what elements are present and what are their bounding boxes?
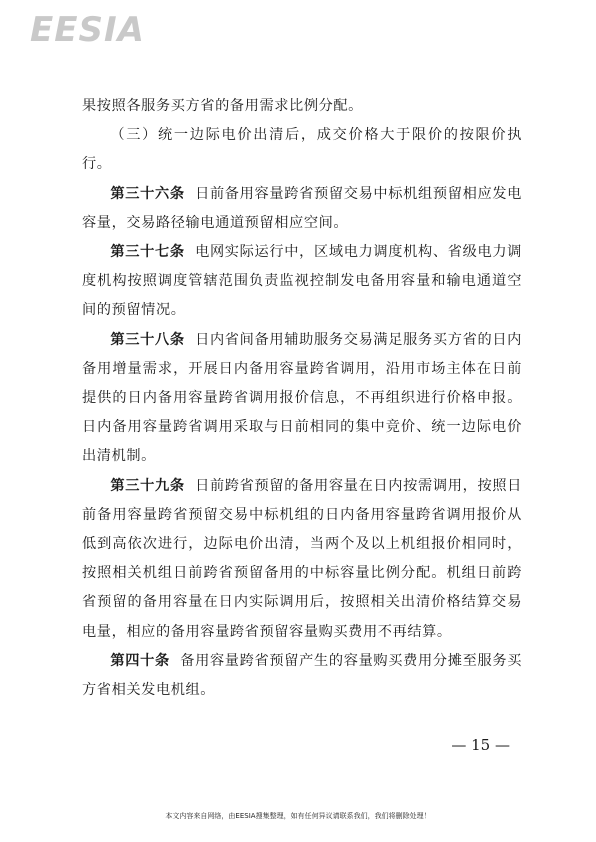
page-number-text: — 15 —: [451, 736, 510, 754]
page-number: [0, 736, 596, 754]
article-text: 电网实际运行中，区域电力调度机构、省级电力调度机构按照调度管辖范围负责监视控制发电备用容量和输电通道空间的预留情况。: [82, 244, 522, 319]
eesia-logo: EESIA: [30, 10, 145, 50]
article-37: [82, 238, 522, 326]
article-text: 日内省间备用辅助服务交易满足服务买方省的日内备用增量需求，开展日内备用容量跨省调用，沿用市场主体在日前提供的日内备用容量跨省调用报价信息，不再组织进行价格申报。日内备用容量跨省调用采取与日前相同的集中竞价、统一边际电价出清机制。: [82, 331, 522, 465]
paragraph: [82, 92, 522, 121]
article-39: [82, 472, 522, 647]
footer-notice: 本文内容来自网络，由EESIA搜集整理，如有任何异议请联系我们，我们将删除处理！: [165, 812, 431, 820]
document-body: [82, 92, 522, 705]
article-heading: 第三十七条: [110, 244, 185, 261]
article-text: 日前备用容量跨省预留交易中标机组预留相应发电容量，交易路径输电通道预留相应空间。: [82, 185, 522, 231]
article-36: [82, 180, 522, 238]
article-38: [82, 326, 522, 472]
paragraph: [82, 121, 522, 179]
article-heading: 第四十条: [110, 652, 170, 669]
article-40: [82, 647, 522, 705]
paragraph-text: （三）统一边际电价出清后，成交价格大于限价的按限价执行。: [82, 127, 522, 173]
article-heading: 第三十六条: [110, 185, 185, 202]
article-heading: 第三十九条: [110, 477, 185, 494]
paragraph-text: 果按照各服务买方省的备用需求比例分配。: [82, 98, 363, 114]
article-heading: 第三十八条: [110, 331, 185, 348]
article-text: 备用容量跨省预留产生的容量购买费用分摊至服务买方省相关发电机组。: [82, 652, 522, 699]
article-text: 日前跨省预留的备用容量在日内按需调用，按照日前备用容量跨省预留交易中标机组的日内备用容量跨省调用报价从低到高依次进行，边际电价出清，当两个及以上机组报价相同时，按照相关机组日前跨省预留备用的中标容量比例分配。机组日前跨省预留的备用容量在日内实际调用后，按照相关出清价格结算交易电量，相应的备用容量跨省预留容量购买费用不再结算。: [82, 477, 522, 640]
